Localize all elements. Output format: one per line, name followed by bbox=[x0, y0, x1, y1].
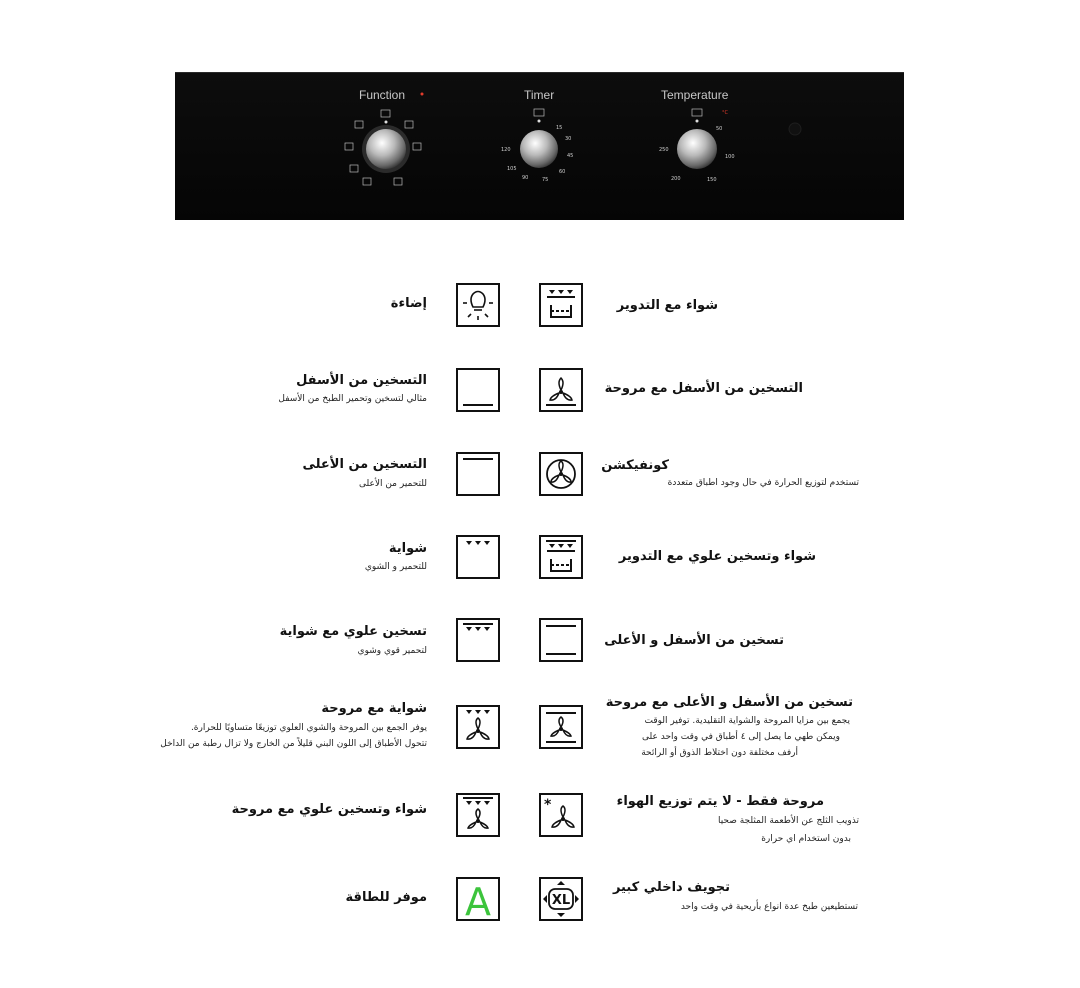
xl-cavity-icon bbox=[539, 877, 583, 921]
timer-tick-45: 45 bbox=[567, 153, 574, 159]
defrost-title: مروحة فقط - لا يتم توزيع الهواء bbox=[616, 794, 824, 809]
grill-fan-desc-1: يوفر الجمع بين المروحة والشوي العلوي توزيعًا متساويًا للحرارة. bbox=[190, 723, 427, 733]
light-icon bbox=[456, 283, 500, 327]
bottom-fan-icon bbox=[539, 368, 583, 412]
grill-top-fan-title: شواء وتسخين علوي مع مروحة bbox=[231, 802, 427, 817]
top-grill-title: تسخين علوي مع شواية bbox=[279, 624, 427, 639]
timer-tick-60: 60 bbox=[559, 169, 566, 175]
timer-tick-75: 75 bbox=[542, 177, 549, 183]
timer-tick-90: 90 bbox=[522, 175, 529, 181]
svg-text:*: * bbox=[544, 797, 552, 813]
top-bottom-fan-desc-1: يجمع بين مزايا المروحة والشواية التقليدية. توفير الوقت bbox=[644, 716, 850, 726]
grill-desc: للتحمير و الشوي bbox=[364, 562, 427, 572]
timer-tick-120: 120 bbox=[501, 147, 511, 153]
function-knob bbox=[366, 129, 406, 169]
top-heat-desc: للتحمير من الأعلى bbox=[358, 479, 427, 489]
top-bottom-icon bbox=[539, 618, 583, 662]
defrost-desc-2: بدون استخدام اي حرارة bbox=[761, 834, 851, 844]
top-bottom-fan-desc-3: أرفف مختلفة دون اختلاط الذوق أو الرائحة bbox=[641, 748, 798, 758]
grill-top-fan-icon bbox=[456, 793, 500, 837]
convection-desc: تستخدم لتوزيع الحرارة في حال وجود اطباق متعددة bbox=[667, 478, 859, 488]
oven-control-panel bbox=[175, 72, 904, 220]
eco-icon bbox=[456, 877, 500, 921]
xl-cavity-title: تجويف داخلي كبير bbox=[612, 880, 730, 895]
top-heat-icon bbox=[456, 452, 500, 496]
temp-tick-250: 250 bbox=[659, 147, 669, 153]
temp-tick-200: 200 bbox=[671, 176, 681, 182]
timer-label: Timer bbox=[524, 88, 555, 102]
top-bottom-fan-desc-2: ويمكن طهي ما يصل إلى ٤ أطباق في وقت واحد على bbox=[642, 732, 840, 742]
grill-fan-icon bbox=[456, 705, 500, 749]
timer-knob bbox=[520, 130, 558, 168]
grill-fan-title: شواية مع مروحة bbox=[321, 701, 427, 716]
defrost-desc-1: تذويب الثلج عن الأطعمة المثلجة صحيا bbox=[717, 816, 859, 826]
function-indicator-dot bbox=[421, 93, 424, 96]
grill-fan-desc-2: تتحول الأطباق إلى اللون البني قليلاً من الخارج ولا تزال رطبة من الداخل bbox=[160, 739, 427, 749]
temperature-symbol bbox=[692, 109, 702, 116]
function-label: Function bbox=[359, 88, 406, 102]
light-title: إضاءة bbox=[390, 296, 427, 311]
convection-title: كونفيكشن bbox=[601, 458, 669, 473]
temperature-label: Temperature bbox=[661, 88, 729, 102]
rotisserie-grill-title: شواء مع التدوير bbox=[616, 298, 718, 313]
eco-title: موفر للطاقة bbox=[345, 890, 427, 905]
bottom-heat-icon bbox=[456, 368, 500, 412]
grill-top-rotisserie-title: شواء وتسخين علوي مع التدوير bbox=[618, 549, 816, 564]
bottom-fan-title: التسخين من الأسفل مع مروحة bbox=[604, 381, 803, 396]
top-grill-icon bbox=[456, 618, 500, 662]
defrost-icon bbox=[539, 793, 583, 837]
indicator-light bbox=[789, 123, 801, 135]
temp-tick-150: 150 bbox=[707, 177, 717, 183]
temp-unit: °C bbox=[722, 110, 728, 116]
xl-icon-text: XL bbox=[551, 893, 571, 908]
grill-icon bbox=[456, 535, 500, 579]
bottom-heat-desc: مثالي لتسخين وتحمير الطبخ من الأسفل bbox=[278, 394, 427, 404]
temp-tick-50: 50 bbox=[716, 126, 723, 132]
bottom-heat-title: التسخين من الأسفل bbox=[296, 373, 427, 388]
xl-cavity-desc: تستطيعين طبخ عدة انواع بأريحية في وقت واحد bbox=[680, 902, 858, 912]
temp-tick-100: 100 bbox=[725, 154, 735, 160]
grill-top-rotisserie-icon bbox=[539, 535, 583, 579]
convection-icon bbox=[539, 452, 583, 496]
top-bottom-title: تسخين من الأسفل و الأعلى bbox=[604, 633, 784, 648]
rotisserie-grill-icon bbox=[539, 283, 583, 327]
eco-icon-text: A bbox=[465, 880, 491, 921]
top-bottom-fan-icon bbox=[539, 705, 583, 749]
timer-tick-105: 105 bbox=[507, 166, 517, 172]
temperature-knob bbox=[677, 129, 717, 169]
top-heat-title: التسخين من الأعلى bbox=[302, 457, 427, 472]
timer-tick-30: 30 bbox=[565, 136, 572, 142]
timer-tick-15: 15 bbox=[556, 125, 563, 131]
timer-symbol bbox=[534, 109, 544, 116]
grill-title: شواية bbox=[388, 541, 427, 556]
top-bottom-fan-title: تسخين من الأسفل و الأعلى مع مروحة bbox=[605, 695, 853, 710]
top-grill-desc: لتحمير قوي وشوي bbox=[357, 646, 427, 656]
